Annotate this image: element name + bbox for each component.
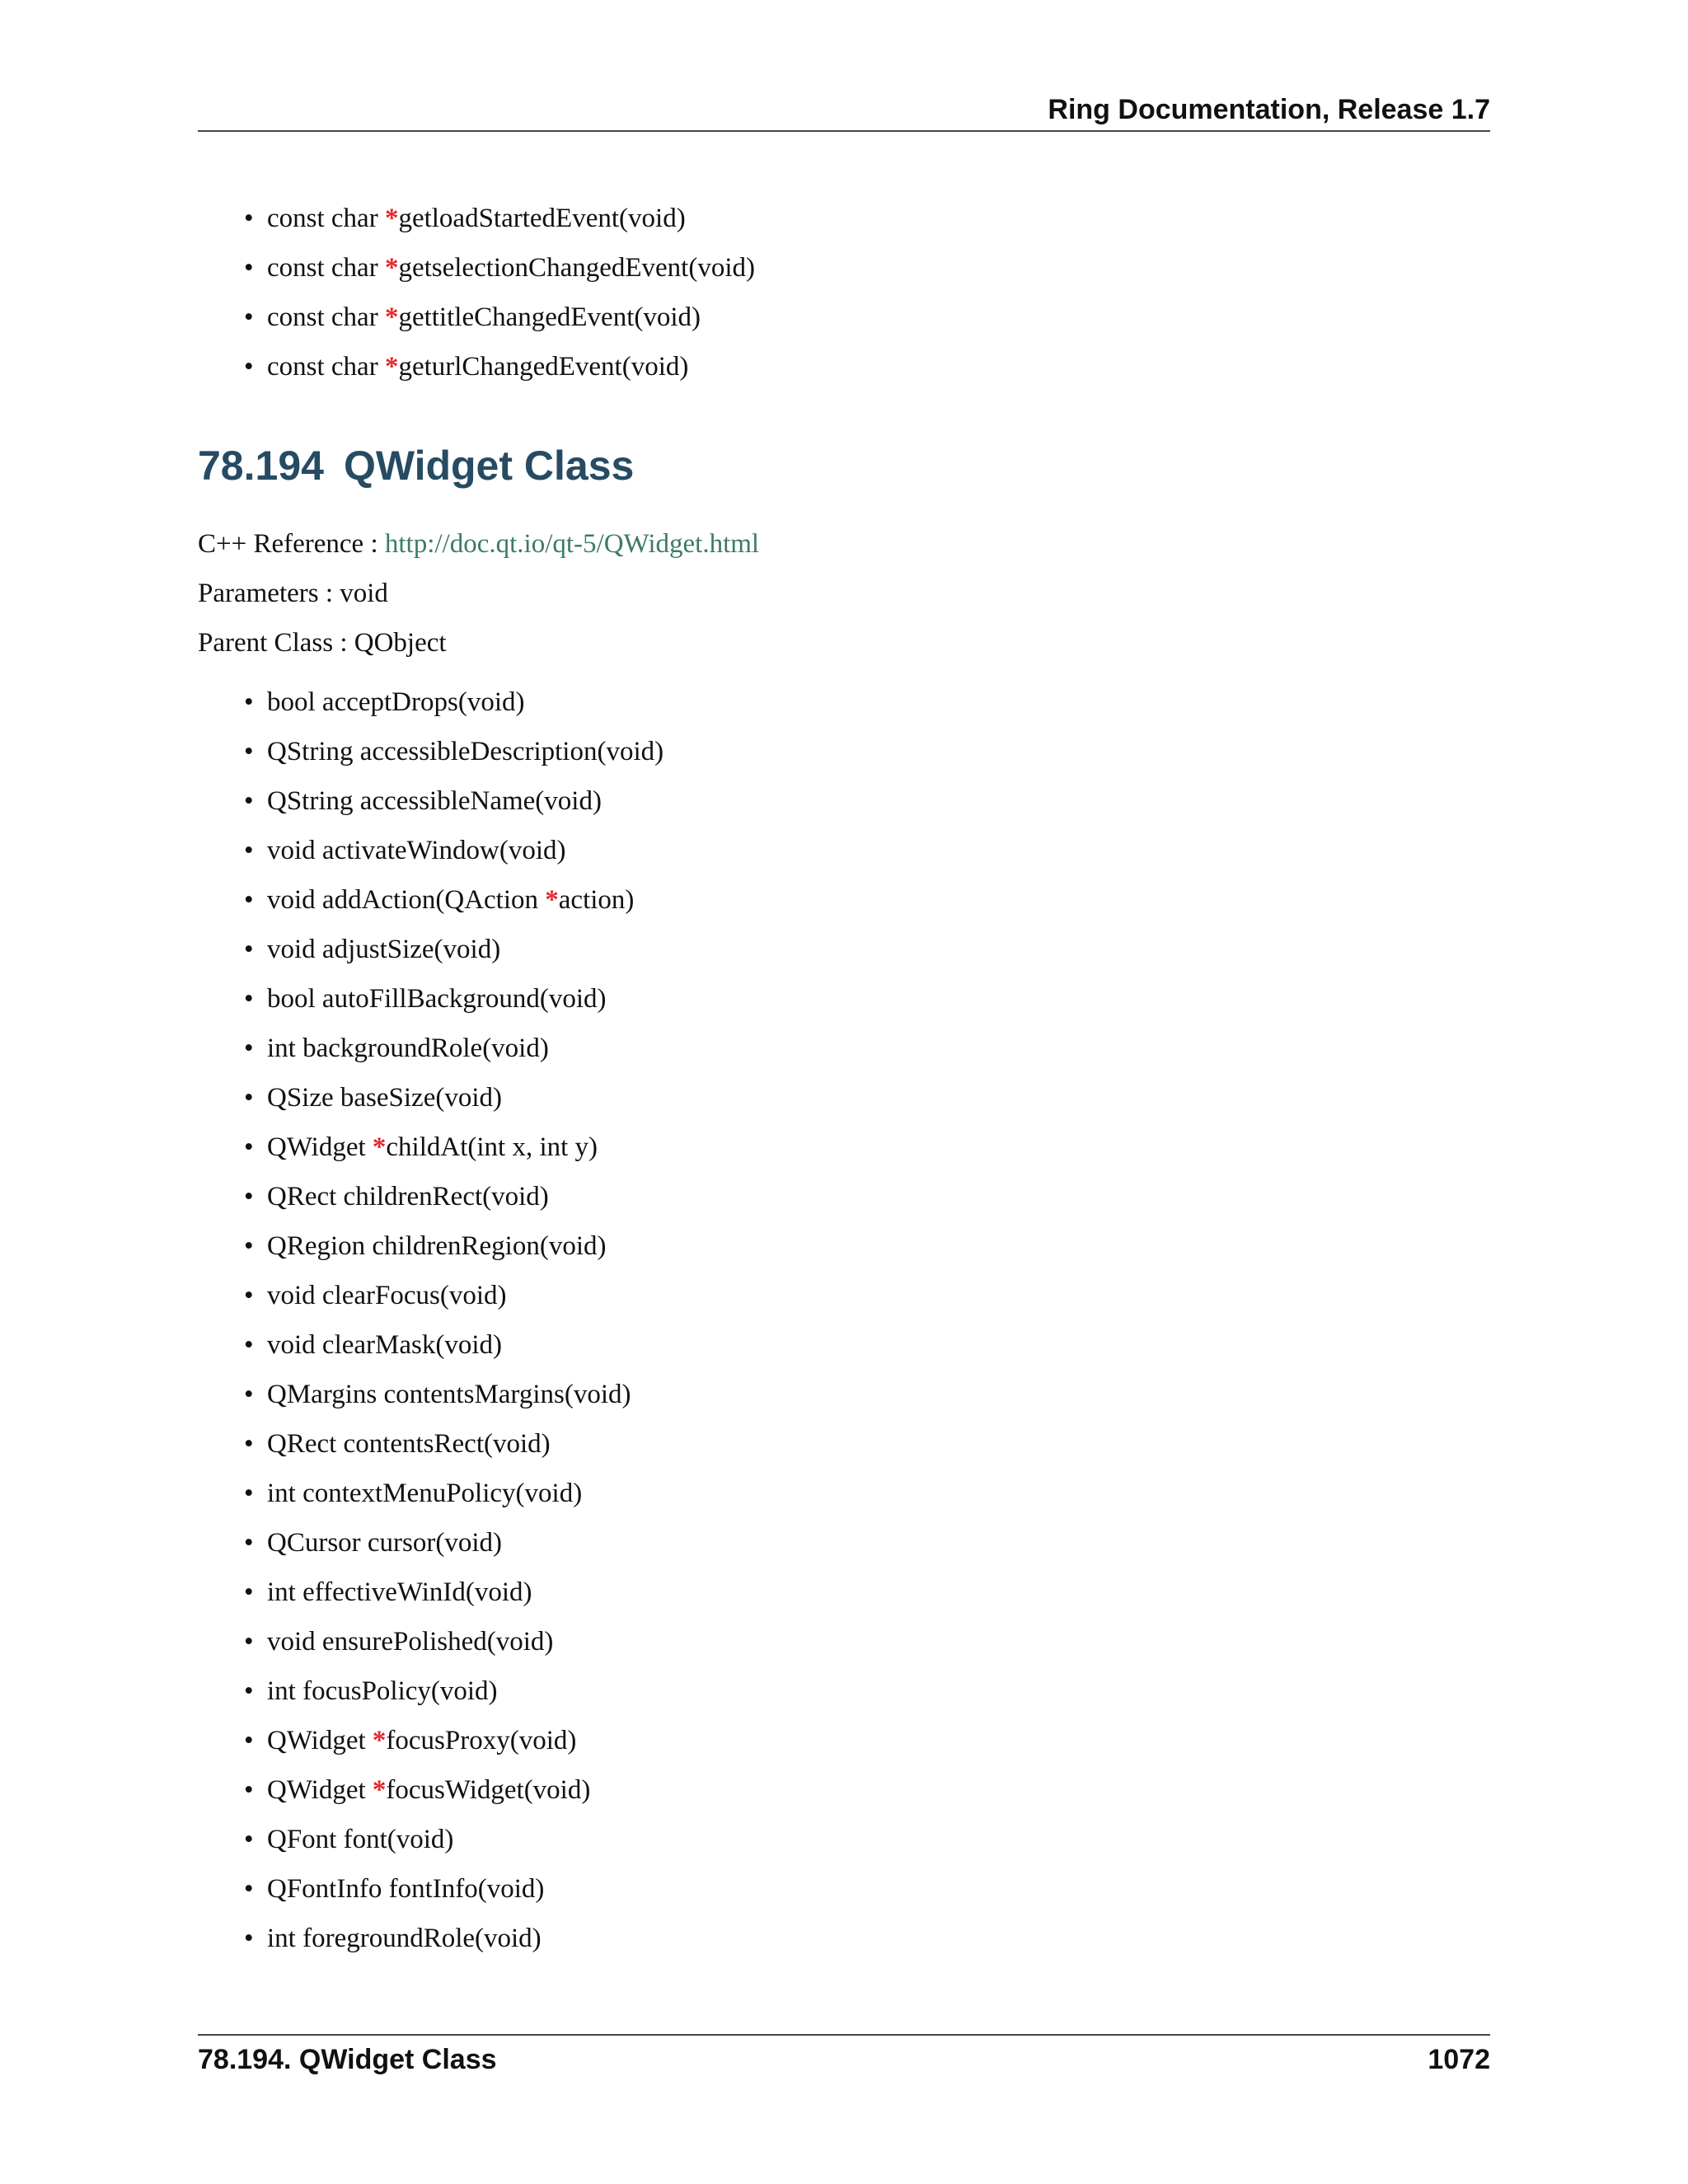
pointer-asterisk: * — [372, 1726, 387, 1755]
bullet-icon: • — [244, 1380, 254, 1409]
reference-link[interactable]: http://doc.qt.io/qt-5/QWidget.html — [384, 529, 760, 559]
item-text: bool acceptDrops(void) — [267, 687, 525, 717]
item-text: QWidget — [267, 1775, 373, 1805]
list-item — [198, 1815, 663, 1864]
bullet-icon: • — [244, 1281, 254, 1310]
list-item — [198, 1419, 663, 1469]
bullet-icon: • — [244, 1528, 254, 1558]
list-item — [198, 1666, 663, 1716]
item-text-rest: getloadStartedEvent(void) — [398, 204, 686, 233]
footer-section: 78.194. QWidget Class — [198, 2044, 497, 2075]
pointer-asterisk: * — [384, 253, 399, 283]
list-item — [198, 1716, 663, 1765]
bullet-icon: • — [244, 1182, 254, 1212]
item-text: void clearFocus(void) — [267, 1281, 507, 1310]
bullet-icon: • — [244, 836, 254, 865]
list-item — [198, 925, 663, 974]
parent-class-line: Parent Class : QObject — [198, 628, 447, 658]
top-method-list — [198, 194, 755, 391]
item-text-rest: gettitleChangedEvent(void) — [398, 302, 701, 332]
item-text: QString accessibleDescription(void) — [267, 737, 664, 766]
item-text: QRect childrenRect(void) — [267, 1182, 549, 1212]
reference-label: C++ Reference : — [198, 529, 385, 559]
document-title: Ring Documentation, Release 1.7 — [1048, 94, 1490, 125]
list-item — [198, 1914, 663, 1963]
item-text: void addAction(QAction — [267, 885, 546, 915]
bullet-icon: • — [244, 737, 254, 766]
list-item — [198, 194, 755, 243]
list-item — [198, 342, 755, 391]
item-text: const char — [267, 302, 385, 332]
list-item — [198, 243, 755, 293]
list-item — [198, 1271, 663, 1320]
bullet-icon: • — [244, 302, 254, 332]
item-text: int contextMenuPolicy(void) — [267, 1479, 583, 1508]
list-item — [198, 1024, 663, 1073]
bullet-icon: • — [244, 786, 254, 816]
item-text-rest: getselectionChangedEvent(void) — [398, 253, 755, 283]
item-text: QWidget — [267, 1726, 373, 1755]
list-item — [198, 727, 663, 776]
list-item — [198, 776, 663, 826]
list-item — [198, 1864, 663, 1914]
item-text-rest: focusProxy(void) — [386, 1726, 577, 1755]
qwidget-method-list — [198, 677, 663, 1963]
item-text: QFont font(void) — [267, 1825, 454, 1854]
list-item — [198, 677, 663, 727]
item-text: const char — [267, 253, 385, 283]
list-item — [198, 1370, 663, 1419]
item-text: void clearMask(void) — [267, 1330, 502, 1360]
page-header — [198, 91, 1490, 132]
list-item — [198, 1568, 663, 1617]
item-text: int backgroundRole(void) — [267, 1033, 549, 1063]
list-item — [198, 974, 663, 1024]
section-heading — [198, 437, 634, 494]
pointer-asterisk: * — [545, 885, 559, 915]
list-item — [198, 1122, 663, 1172]
bullet-icon: • — [244, 885, 254, 915]
bullet-icon: • — [244, 1577, 254, 1607]
pointer-asterisk: * — [384, 352, 399, 382]
list-item — [198, 293, 755, 342]
bullet-icon: • — [244, 1627, 254, 1657]
list-item — [198, 1765, 663, 1815]
item-text: void ensurePolished(void) — [267, 1627, 554, 1657]
item-text: QCursor cursor(void) — [267, 1528, 503, 1558]
bullet-icon: • — [244, 1429, 254, 1459]
bullet-icon: • — [244, 1874, 254, 1904]
pointer-asterisk: * — [372, 1775, 387, 1805]
item-text-rest: childAt(int x, int y) — [386, 1132, 598, 1162]
item-text-rest: focusWidget(void) — [386, 1775, 591, 1805]
bullet-icon: • — [244, 352, 254, 382]
item-text: int foregroundRole(void) — [267, 1924, 542, 1953]
section-number: 78.194 — [198, 443, 324, 489]
list-item — [198, 1617, 663, 1666]
bullet-icon: • — [244, 984, 254, 1014]
item-text: QMargins contentsMargins(void) — [267, 1380, 631, 1409]
list-item — [198, 1320, 663, 1370]
bullet-icon: • — [244, 1479, 254, 1508]
bullet-icon: • — [244, 1676, 254, 1706]
item-text: QWidget — [267, 1132, 373, 1162]
page-footer — [198, 2034, 1490, 2085]
item-text: void activateWindow(void) — [267, 836, 566, 865]
item-text: QString accessibleName(void) — [267, 786, 602, 816]
bullet-icon: • — [244, 253, 254, 283]
parameters-line: Parameters : void — [198, 579, 388, 608]
item-text: const char — [267, 204, 385, 233]
bullet-icon: • — [244, 1924, 254, 1953]
pointer-asterisk: * — [372, 1132, 387, 1162]
item-text: void adjustSize(void) — [267, 935, 501, 964]
list-item — [198, 1469, 663, 1518]
bullet-icon: • — [244, 1825, 254, 1854]
item-text: QRegion childrenRegion(void) — [267, 1231, 607, 1261]
item-text: QFontInfo fontInfo(void) — [267, 1874, 545, 1904]
item-text: bool autoFillBackground(void) — [267, 984, 607, 1014]
list-item — [198, 1073, 663, 1122]
bullet-icon: • — [244, 1726, 254, 1755]
item-text: QRect contentsRect(void) — [267, 1429, 551, 1459]
list-item — [198, 826, 663, 875]
bullet-icon: • — [244, 687, 254, 717]
cpp-reference-line — [198, 519, 759, 569]
page-number: 1072 — [1428, 2044, 1490, 2075]
list-item — [198, 1518, 663, 1568]
bullet-icon: • — [244, 1775, 254, 1805]
item-text: int effectiveWinId(void) — [267, 1577, 532, 1607]
pointer-asterisk: * — [384, 204, 399, 233]
list-item — [198, 875, 663, 925]
bullet-icon: • — [244, 1231, 254, 1261]
item-text: int focusPolicy(void) — [267, 1676, 498, 1706]
bullet-icon: • — [244, 1132, 254, 1162]
list-item — [198, 1221, 663, 1271]
bullet-icon: • — [244, 1330, 254, 1360]
section-title-text: QWidget Class — [343, 443, 635, 489]
pointer-asterisk: * — [384, 302, 399, 332]
list-item — [198, 1172, 663, 1221]
bullet-icon: • — [244, 1083, 254, 1113]
item-text-rest: action) — [558, 885, 635, 915]
bullet-icon: • — [244, 935, 254, 964]
bullet-icon: • — [244, 1033, 254, 1063]
item-text: QSize baseSize(void) — [267, 1083, 502, 1113]
item-text: const char — [267, 352, 385, 382]
bullet-icon: • — [244, 204, 254, 233]
item-text-rest: geturlChangedEvent(void) — [398, 352, 689, 382]
